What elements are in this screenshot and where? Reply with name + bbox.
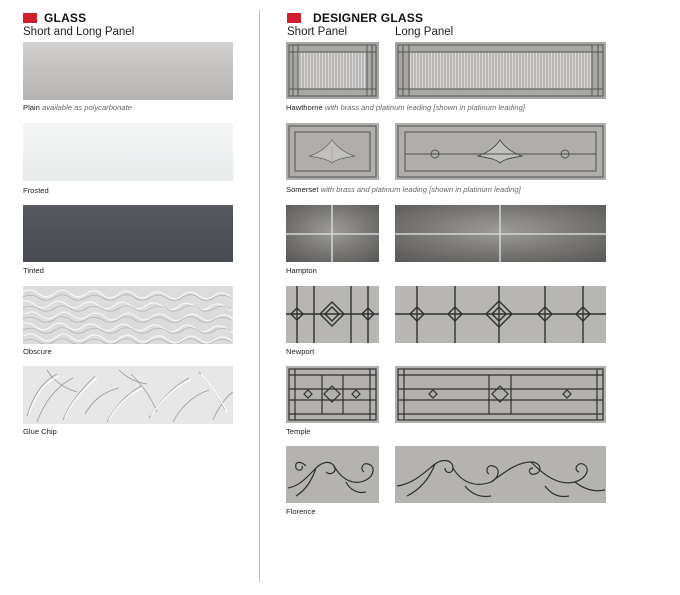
long-panel-label: Long Panel [395,26,454,38]
newport-short-swatch [286,286,379,343]
temple-short-swatch [286,366,379,423]
glue-chip-glass-swatch [23,366,233,424]
newport-long-swatch [395,286,606,343]
plain-name: Plain [23,103,40,112]
somerset-caption [286,185,521,194]
somerset-short-swatch [286,123,379,180]
hampton-short-swatch [286,205,379,262]
somerset-name: Somerset [286,185,319,194]
temple-long-swatch [395,366,606,423]
florence-short-swatch [286,446,379,503]
plain-caption [23,103,132,112]
somerset-long-swatch [395,123,606,180]
tinted-glass-swatch [23,205,233,262]
plain-glass-swatch [23,42,233,100]
obscure-glass-swatch [23,286,233,344]
hampton-caption: Hampton [286,266,317,275]
hawthorne-name: Hawthorne [286,103,323,112]
short-panel-label: Short Panel [287,26,348,38]
hawthorne-note: with brass and platinum leading [shown in platinum leading] [324,103,525,112]
glass-subheading: Short and Long Panel [23,26,135,38]
temple-caption: Temple [286,427,311,436]
accent-marker [23,13,37,23]
obscure-caption: Obscure [23,347,52,356]
frosted-glass-swatch [23,123,233,181]
frosted-caption: Frosted [23,186,49,195]
designer-heading: DESIGNER GLASS [313,11,424,25]
accent-marker-designer [287,13,301,23]
newport-caption: Newport [286,347,315,356]
hawthorne-short-swatch [286,42,379,99]
tinted-caption: Tinted [23,266,44,275]
florence-long-swatch [395,446,606,503]
somerset-note: with brass and platinum leading [shown in platinum leading] [320,185,521,194]
florence-caption: Florence [286,507,316,516]
glue-chip-caption: Glue Chip [23,427,57,436]
hawthorne-caption [286,103,525,112]
plain-note: available as polycarbonate [42,103,132,112]
hawthorne-long-swatch [395,42,606,99]
glass-heading: GLASS [44,11,87,25]
column-divider [259,10,260,582]
hampton-long-swatch [395,205,606,262]
